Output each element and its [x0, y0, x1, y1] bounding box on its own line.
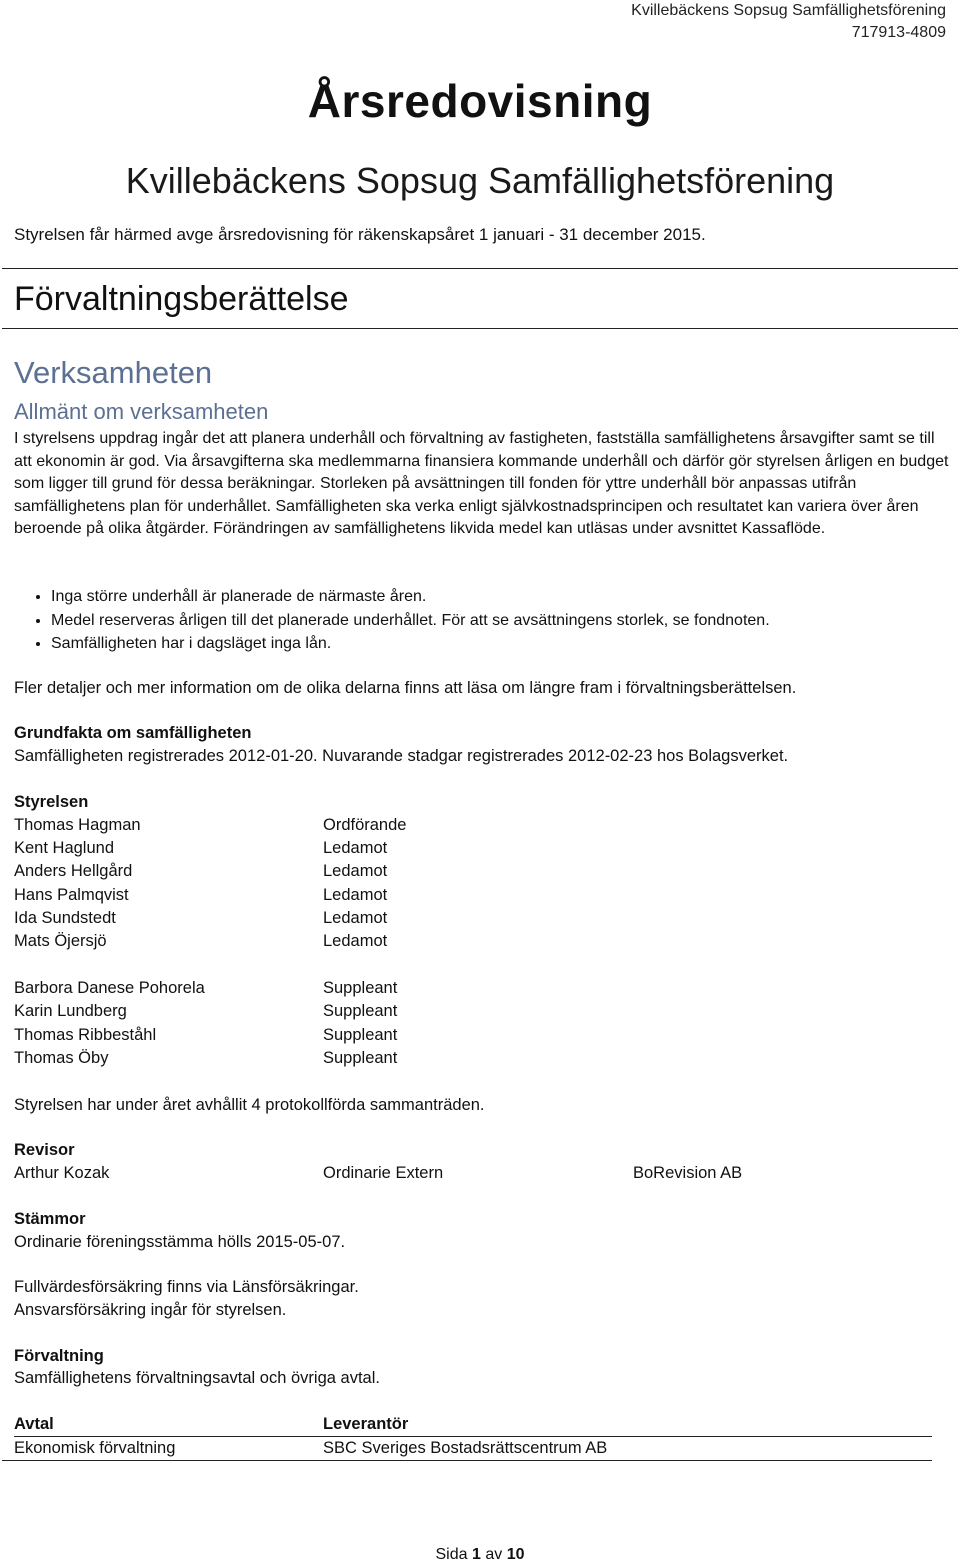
table-header-avtal: Avtal — [14, 1415, 54, 1433]
deputy-name: Karin Lundberg — [14, 1002, 127, 1020]
list-item: • Samfälligheten har i dagsläget inga lån. — [51, 632, 770, 656]
section-rule-bottom — [2, 328, 958, 329]
insurance-text: Fullvärdesförsäkring finns via Länsförsäkringar. — [14, 1278, 359, 1296]
member-role: Ordförande — [323, 816, 407, 834]
list-item: • Medel reserveras årligen till det planerade underhållet. För att se avsättningens storlek, se fondnoten. — [51, 609, 770, 633]
member-role: Ledamot — [323, 839, 388, 857]
footer-page-number: 1 — [471, 1546, 481, 1563]
table-cell-avtal: Ekonomisk förvaltning — [14, 1439, 176, 1457]
table-bottom-rule — [2, 1460, 932, 1461]
stammor-text: Ordinarie föreningsstämma hölls 2015-05-07. — [14, 1233, 346, 1251]
member-name: Ida Sundstedt — [14, 909, 116, 927]
revisor-type: Ordinarie Extern — [323, 1164, 444, 1182]
footer-page-total: 10 — [506, 1546, 525, 1563]
details-paragraph: Fler detaljer och mer information om de olika delarna finns att läsa om längre fram i förvaltningsberättelsen. — [14, 679, 797, 697]
subheading-verksamheten: Verksamheten — [14, 355, 213, 390]
forvaltning-heading: Förvaltning — [14, 1347, 104, 1365]
footer-separator: av — [485, 1546, 503, 1563]
forvaltning-text: Samfällighetens förvaltningsavtal och övriga avtal. — [14, 1369, 380, 1387]
revisor-firm: BoRevision AB — [633, 1164, 743, 1182]
member-name: Thomas Hagman — [14, 816, 141, 834]
deputy-name: Thomas Ribbeståhl — [14, 1026, 157, 1044]
grundfakta-text: Samfälligheten registrerades 2012-01-20. Nuvarande stadgar registrerades 2012-02-23 hos Bolagsverket. — [14, 747, 789, 765]
deputy-role: Suppleant — [323, 979, 398, 997]
deputy-role: Suppleant — [323, 1002, 398, 1020]
revisor-name: Arthur Kozak — [14, 1164, 110, 1182]
deputy-role: Suppleant — [323, 1049, 398, 1067]
member-role: Ledamot — [323, 932, 388, 950]
header-org-number: 717913-4809 — [851, 24, 946, 41]
list-item: • Inga större underhåll är planerade de närmaste åren. — [51, 585, 770, 609]
insurance-text: Ansvarsförsäkring ingår för styrelsen. — [14, 1301, 287, 1319]
deputy-role: Suppleant — [323, 1026, 398, 1044]
table-header-leverantor: Leverantör — [323, 1415, 409, 1433]
meetings-text: Styrelsen har under året avhållit 4 protokollförda sammanträden. — [14, 1096, 485, 1114]
grundfakta-heading: Grundfakta om samfälligheten — [14, 724, 252, 742]
verksamhet-paragraph: I styrelsens uppdrag ingår det att planera underhåll och förvaltning av fastigheten, fastställa samfällighetens årsavgifter samt se till att ekonomin är god. Via årsavgifterna ska medlemmarna finansiera kommande underhåll och därför gör styrelsen årligen en budget som ligger till grund för dessa beräkningar. Storleken på avsättningen till fonden för yttre underhåll bör anpassas utifrån samfällighetens plan för underhållet. Samfälligheten ska verka enligt självkostnadsprincipen och resultatet kan variera över åren beroende på olika åtgärder. Förändringen av samfällighetens likvida medel kan utläsas under avsnittet Kassaflöde. — [14, 430, 949, 537]
member-name: Mats Öjersjö — [14, 932, 107, 950]
page-footer — [0, 1546, 960, 1564]
section-rule-top — [2, 268, 958, 269]
document-subtitle: Kvillebäckens Sopsug Samfällighetsförening — [125, 160, 835, 201]
member-role: Ledamot — [323, 909, 388, 927]
document-title: Årsredovisning — [307, 75, 653, 127]
styrelsen-heading: Styrelsen — [14, 793, 89, 811]
footer-prefix: Sida — [435, 1546, 468, 1563]
intro-text: Styrelsen får härmed avge årsredovisning för räkenskapsåret 1 januari - 31 december 2015. — [14, 225, 706, 244]
deputy-name: Thomas Öby — [14, 1049, 109, 1067]
stammor-heading: Stämmor — [14, 1210, 86, 1228]
page-header — [631, 0, 946, 44]
deputy-name: Barbora Danese Pohorela — [14, 979, 205, 997]
subheading-allmant: Allmänt om verksamheten — [14, 399, 269, 424]
revisor-heading: Revisor — [14, 1141, 75, 1159]
section-heading: Förvaltningsberättelse — [14, 280, 349, 318]
table-cell-leverantor: SBC Sveriges Bostadsrättscentrum AB — [323, 1439, 608, 1457]
member-role: Ledamot — [323, 886, 388, 904]
member-role: Ledamot — [323, 862, 388, 880]
member-name: Kent Haglund — [14, 839, 114, 857]
bullet-list — [14, 585, 770, 656]
header-org-name: Kvillebäckens Sopsug Samfällighetsförening — [631, 2, 946, 19]
member-name: Hans Palmqvist — [14, 886, 129, 904]
member-name: Anders Hellgård — [14, 862, 133, 880]
